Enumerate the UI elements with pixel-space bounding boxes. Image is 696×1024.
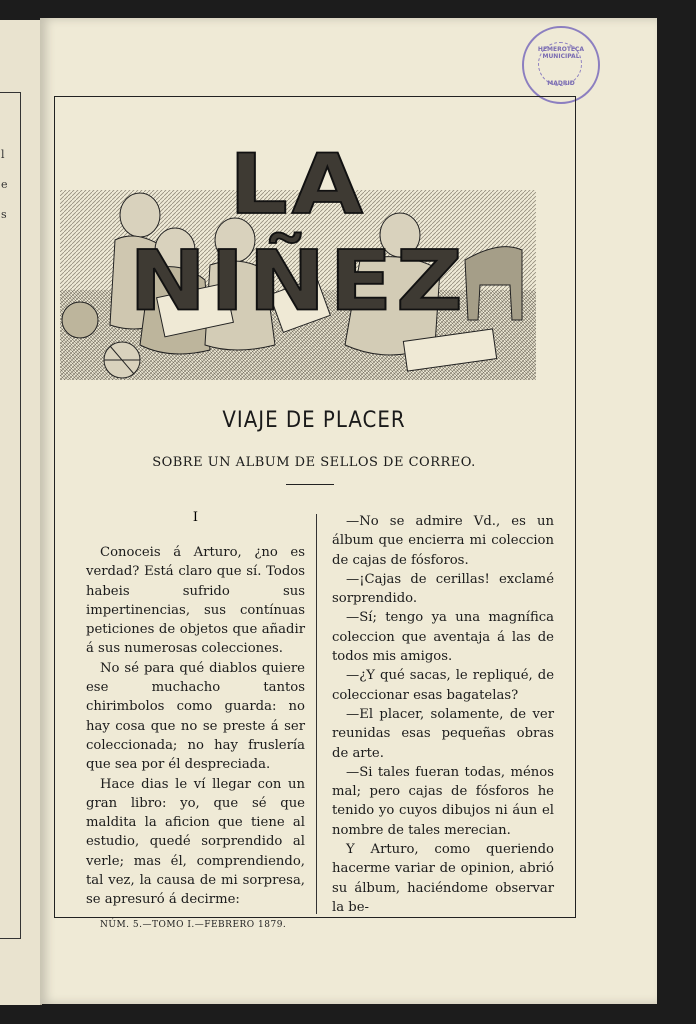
masthead-title: LA NIÑEZ <box>129 136 467 330</box>
paragraph: —Si tales fueran todas, ménos mal; pero cajas de fósforos he tenido yo cuyos dibujos ni áun el nombre de tales merecian. <box>332 764 554 838</box>
paragraph: —No se admire Vd., es un álbum que encierra mi coleccion de cajas de fósforos. <box>332 514 554 568</box>
masthead-illustration <box>60 120 536 380</box>
paragraph: Conoceis á Arturo, ¿no es verdad? Está claro que sí. Todos habeis sufrido sus impertinencias, sus contínuas peticiones de objetos que añadir á sus numerosas colecciones. <box>86 545 305 657</box>
magazine-page <box>40 18 657 1004</box>
paragraph: —¿Y qué sacas, le repliqué, de coleccionar esas bagatelas? <box>332 668 554 703</box>
issue-footer: NÚM. 5.—TOMO I.—FEBRERO 1879. <box>100 920 287 930</box>
text-column-right <box>332 512 554 917</box>
column-rule <box>316 514 317 914</box>
left-page-fragment: s <box>1 208 7 221</box>
left-page-edge <box>0 20 42 1005</box>
article-title: VIAJE DE PLACER <box>222 408 406 433</box>
paragraph: —El placer, solamente, de ver reunidas esas pequeñas obras de arte. <box>332 706 554 761</box>
paragraph: Y Arturo, como queriendo hacerme variar de opinion, abrió su álbum, haciéndome observar la be- <box>332 842 554 915</box>
paragraph: —¡Cajas de cerillas! exclamé sorprendido. <box>332 571 554 607</box>
left-page-fragment: e <box>1 178 8 191</box>
library-stamp <box>522 26 600 104</box>
section-number: I <box>192 510 199 525</box>
left-page-fragment: l <box>1 148 5 161</box>
paragraph: —Sí; tengo ya una magnífica coleccion que aventaja á las de todos mis amigos. <box>332 610 554 665</box>
stamp-city: MADRID <box>547 80 575 87</box>
stamp-text: HEMEROTECA MUNICIPAL <box>537 46 585 60</box>
paragraph: No sé para qué diablos quiere ese muchacho tantos chirimbolos como guarda: no hay cosa que no se preste á ser coleccionada; no hay fruslería que sea por él despreciada. <box>86 660 305 773</box>
paragraph: Hace dias le ví llegar con un gran libro: yo, que sé que maldita la aficion que tiene al estudio, quedé sorprendido al verle; mas él, comprendiendo, tal vez, la causa de mi sorpresa, se apresuró á decirme: <box>86 776 305 908</box>
article-subtitle: SOBRE UN ALBUM DE SELLOS DE CORREO. <box>152 455 476 470</box>
text-column-left <box>86 543 305 910</box>
title-divider <box>286 484 334 485</box>
